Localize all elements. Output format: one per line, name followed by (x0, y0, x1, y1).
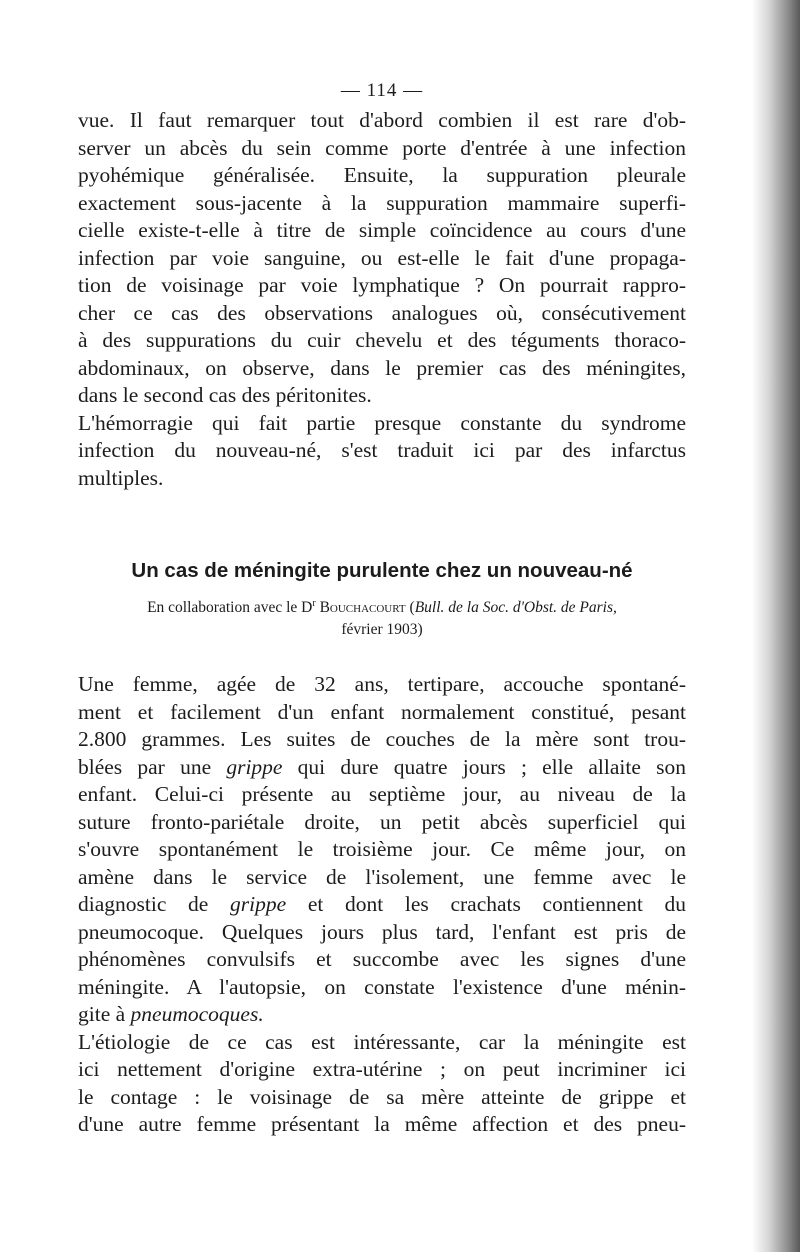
text-line: à des suppurations du cuir chevelu et des téguments thoraco- (78, 328, 686, 352)
paragraph-continuation (78, 107, 686, 410)
text-line (78, 891, 686, 919)
italic-text-run: pneumocoques. (130, 1002, 264, 1027)
byline-dr-superscript: r (312, 598, 316, 609)
text-line: méningite. A l'autopsie, on constate l'existence d'une ménin- (78, 974, 686, 999)
paragraph-etiology (78, 1029, 686, 1139)
text-line: phénomènes convulsifs et succombe avec les signes d'une (78, 947, 686, 972)
byline-date: février 1903) (341, 621, 423, 639)
text-line: le contage : le voisinage de sa mère atteinte de grippe et (78, 1084, 686, 1109)
byline-author: Bouchacourt (319, 599, 406, 617)
text-line (78, 754, 686, 782)
text-line: L'étiologie de ce cas est intéressante, car la méningite est (78, 1029, 686, 1054)
paragraph-hemorrhage (78, 410, 686, 493)
italic-text-run: grippe (226, 754, 283, 779)
text-line: amène dans le service de l'isolement, une femme avec le (78, 864, 686, 889)
text-line: L'hémorragie qui fait partie presque constante du syndrome (78, 410, 686, 435)
section-title: Un cas de méningite purulente chez un nouveau-né (131, 559, 633, 582)
paragraph-case-report (78, 671, 686, 1029)
text-line: ment et facilement d'un enfant normalement constitué, pesant (78, 699, 686, 724)
section-byline (78, 593, 686, 641)
text-line: s'ouvre spontanément le troisième jour. Ce même jour, on (78, 837, 686, 862)
text-line: Une femme, agée de 32 ans, tertipare, accouche spontané- (78, 672, 686, 697)
byline-prefix: En collaboration avec le D (147, 599, 313, 617)
text-line: cher ce cas des observations analogues où, consécutivement (78, 300, 686, 325)
text-line: d'une autre femme présentant la même affection et des pneu- (78, 1112, 686, 1137)
text-line: pyohémique généralisée. Ensuite, la suppuration pleurale (78, 163, 686, 187)
text-line: vue. Il faut remarquer tout d'abord combien il est rare d'ob- (78, 108, 686, 132)
text-run: diagnostic de (78, 892, 231, 917)
text-line: multiples. (78, 465, 164, 490)
text-line: dans le second cas des péritonites. (78, 383, 372, 407)
text-line: suture fronto-pariétale droite, un petit abcès superficiel qui (78, 809, 686, 834)
text-run: gite à (78, 1002, 131, 1027)
text-line: abdominaux, on observe, dans le premier cas des méningites, (78, 355, 686, 380)
byline-source: Bull. de la Soc. d'Obst. de Paris, (414, 599, 617, 617)
scan-shadow-edge (752, 0, 800, 1252)
text-line: ici nettement d'origine extra-utérine ; on peut incriminer ici (78, 1057, 686, 1082)
text-run: et dont les crachats contiennent du (286, 892, 687, 917)
text-line: exactement sous-jacente à la suppuration mammaire superfi- (78, 190, 686, 215)
text-line: server un abcès du sein comme porte d'entrée à une infection (78, 135, 686, 160)
text-line: enfant. Celui-ci présente au septième jour, au niveau de la (78, 782, 686, 807)
text-line: infection par voie sanguine, ou est-elle le fait d'une propaga- (78, 245, 686, 270)
text-line: 2.800 grammes. Les suites de couches de la mère sont trou- (78, 727, 686, 752)
byline-line (78, 593, 686, 619)
text-line: cielle existe-t-elle à titre de simple coïncidence au cours d'une (78, 218, 686, 242)
text-line (78, 1001, 686, 1029)
byline-source-open: ( (409, 599, 415, 617)
text-run: blées par une (78, 754, 227, 779)
text-line: infection du nouveau-né, s'est traduit ici par des infarctus (78, 438, 686, 462)
italic-text-run: grippe (230, 892, 287, 917)
book-page (78, 80, 686, 1139)
page-number: — 114 — (340, 80, 424, 101)
text-line: pneumocoque. Quelques jours plus tard, l'enfant est pris de (78, 919, 686, 944)
text-line: tion de voisinage par voie lymphatique ? On pourrait rappro- (78, 273, 686, 297)
text-run: qui dure quatre jours ; elle allaite son (282, 754, 686, 779)
